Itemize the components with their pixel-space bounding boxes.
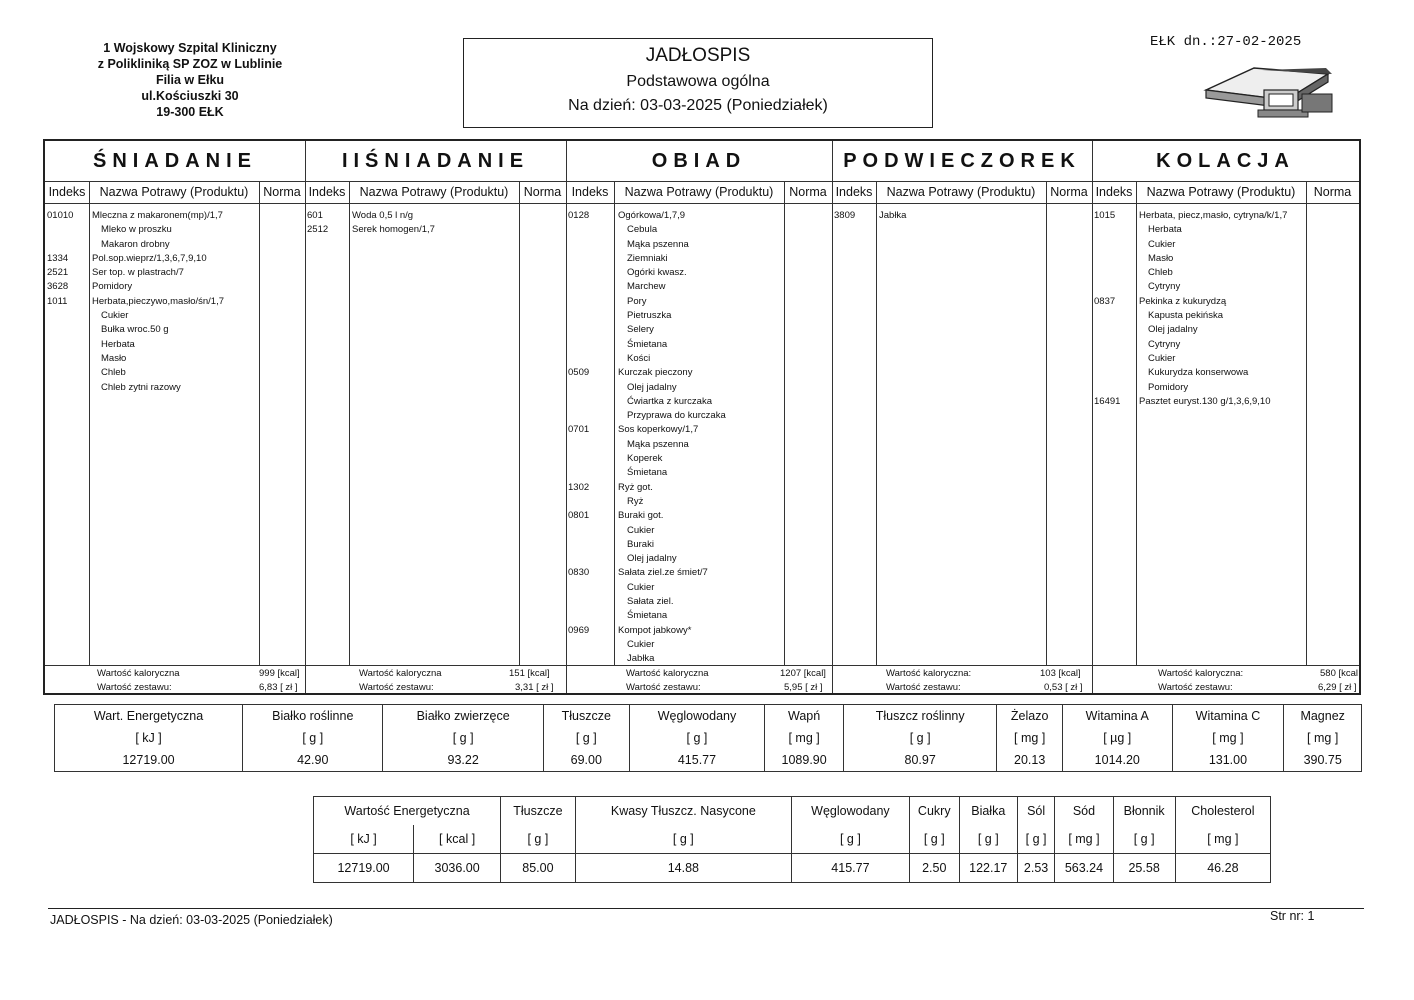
item-index: 01010	[47, 210, 74, 221]
menu-item-row	[566, 209, 832, 223]
menu-item-row	[45, 366, 305, 380]
cost-value: 5,95 [ zł ]	[784, 682, 823, 693]
nutrient-value: 415.77	[792, 854, 910, 883]
menu-item-row	[566, 381, 832, 395]
ingredient-name: Olej jadalny	[1148, 324, 1198, 336]
menu-item-row	[45, 238, 305, 252]
menu-item-row	[566, 609, 832, 623]
hospital-line: z Polikliniką SP ZOZ w Lublinie	[97, 57, 283, 71]
computer-clipart-icon	[1202, 60, 1342, 120]
menu-item-row	[1092, 323, 1359, 337]
nutrient-unit: [ g ]	[792, 825, 910, 854]
footer-divider	[48, 908, 1364, 909]
nutrient-header: Białko roślinne	[243, 705, 383, 728]
dish-name: Herbata, piecz,masło, cytryna/k/1,7	[1139, 210, 1288, 221]
menu-item-row	[45, 266, 305, 280]
nutrient-unit: [ mg ]	[997, 727, 1063, 749]
name-header: Nazwa Potrawy (Produktu)	[99, 185, 249, 199]
menu-item-row	[1092, 295, 1359, 309]
meal-summary	[1092, 667, 1359, 695]
item-index: 1334	[47, 252, 69, 264]
menu-item-row	[566, 566, 832, 580]
nutrient-value: 69.00	[543, 749, 629, 772]
dish-name: Kurczak pieczony	[618, 367, 693, 379]
menu-item-row	[1092, 395, 1359, 409]
menu-item-row	[566, 352, 832, 366]
nutrient-header: Białka	[959, 797, 1017, 826]
nutrient-value: 25.58	[1113, 854, 1175, 883]
cost-label: Wartość zestawu:	[1158, 682, 1233, 693]
ingredient-name: Cukier	[627, 638, 655, 650]
diet-type: Podstawowa ogólna	[626, 73, 770, 90]
nutrient-unit: [ g ]	[909, 825, 959, 854]
menu-item-row	[566, 509, 832, 523]
nutrient-value: 42.90	[243, 749, 383, 772]
kcal-value: 580 [kcal	[1320, 668, 1359, 679]
ingredient-name: Śmietana	[627, 610, 668, 622]
menu-item-row	[1092, 381, 1359, 395]
dish-name: Serek homogen/1,7	[352, 224, 435, 236]
ingredient-name: Selery	[627, 324, 654, 336]
norm-header: Norma	[1313, 185, 1352, 199]
meal-column-lunch	[566, 141, 833, 693]
item-index: 0830	[568, 567, 590, 579]
nutrient-header: Wartość Energetyczna	[314, 797, 501, 826]
menu-item-row	[566, 624, 832, 638]
meal-summary	[305, 667, 566, 695]
menu-item-row	[566, 252, 832, 266]
ingredient-name: Cukier	[1148, 238, 1176, 250]
menu-item-row	[45, 209, 305, 223]
nutrient-value: 93.22	[383, 749, 543, 772]
ingredient-name: Cukier	[1148, 352, 1176, 364]
column-headers	[1092, 181, 1359, 204]
document-title: JADŁOSPIS	[645, 45, 751, 66]
ingredient-name: Kości	[627, 352, 651, 364]
nutrient-value: 2.53	[1017, 854, 1055, 883]
nutrient-value: 122.17	[959, 854, 1017, 883]
ingredient-name: Herbata	[101, 338, 135, 350]
nutrient-unit-row	[55, 727, 1362, 749]
ingredient-name: Chleb	[1148, 267, 1173, 279]
item-index: 1302	[568, 481, 590, 493]
nutrition-label-table	[313, 796, 1271, 883]
ingredient-name: Marchew	[627, 281, 666, 293]
menu-item-row	[1092, 238, 1359, 252]
hospital-line: Filia w Ełku	[155, 73, 225, 87]
ingredient-name: Pory	[627, 295, 647, 307]
item-index: 0128	[568, 210, 590, 221]
name-header: Nazwa Potrawy (Produktu)	[1146, 185, 1296, 199]
dish-name: Herbata,pieczywo,masło/śn/1,7	[92, 295, 225, 307]
menu-item-row	[1092, 223, 1359, 237]
item-index: 0509	[568, 367, 590, 379]
nutrient-header-row	[55, 705, 1362, 728]
menu-item-row	[1092, 280, 1359, 294]
menu-item-row	[566, 538, 832, 552]
cost-value: 3,31 [ zł ]	[515, 682, 554, 693]
menu-item-row	[45, 338, 305, 352]
nutrient-header: Witamina A	[1063, 705, 1173, 728]
nutrient-value: 2.50	[909, 854, 959, 883]
index-header: Indeks	[1095, 185, 1133, 199]
menu-item-row	[566, 338, 832, 352]
nutrient-unit: [ g ]	[575, 825, 791, 854]
nutrient-value: 1014.20	[1063, 749, 1173, 772]
menu-item-row	[1092, 252, 1359, 266]
ingredient-name: Sałata ziel.	[627, 596, 674, 608]
menu-item-row	[45, 223, 305, 237]
item-index: 601	[307, 210, 323, 221]
ingredient-name: Masło	[101, 352, 127, 364]
nutrient-unit: [ g ]	[844, 727, 997, 749]
ingredient-name: Makaron drobny	[101, 238, 170, 250]
menu-item-row	[305, 223, 566, 237]
item-index: 3628	[47, 281, 69, 293]
meal-title: ŚNIADANIE	[45, 141, 305, 182]
menu-item-row	[45, 381, 305, 395]
ingredient-name: Chleb	[101, 367, 126, 379]
norm-header: Norma	[523, 185, 562, 199]
cost-value: 0,53 [ zł ]	[1044, 682, 1083, 693]
menu-item-row	[566, 452, 832, 466]
hospital-line: ul.Kościuszki 30	[141, 89, 239, 103]
dish-name: Ryż got.	[618, 481, 653, 493]
nutrient-unit: [ mg ]	[1055, 825, 1113, 854]
dish-name: Pekinka z kukurydzą	[1139, 295, 1227, 307]
nutrient-unit: [ g ]	[543, 727, 629, 749]
cost-label: Wartość zestawu:	[97, 682, 172, 693]
menu-item-row	[566, 495, 832, 509]
ingredient-name: Cukier	[101, 310, 129, 322]
meal-title: PODWIECZOREK	[832, 141, 1092, 182]
column-headers	[305, 181, 566, 204]
menu-item-row	[45, 323, 305, 337]
meal-title: KOLACJA	[1092, 141, 1359, 182]
menu-item-row	[566, 366, 832, 380]
nutrient-header: Tłuszcze	[501, 797, 576, 826]
meal-summary	[566, 667, 832, 695]
menu-item-row	[1092, 209, 1359, 223]
hospital-line: 19-300 EŁK	[156, 105, 224, 119]
nutrient-header: Tłuszcze	[543, 705, 629, 728]
kcal-label: Wartość kaloryczna	[97, 668, 180, 679]
cost-value: 6,29 [ zł ]	[1318, 682, 1357, 693]
meal-column-second-breakfast	[305, 141, 567, 693]
ingredient-name: Mleko w proszku	[101, 224, 172, 236]
menu-item-row	[566, 266, 832, 280]
item-index: 0801	[568, 510, 590, 522]
ingredient-name: Ćwiartka z kurczaka	[627, 395, 712, 407]
nutrient-header: Węglowodany	[792, 797, 910, 826]
column-headers	[832, 181, 1092, 204]
menu-item-row	[566, 466, 832, 480]
nutrient-value: 415.77	[629, 749, 765, 772]
ingredient-name: Masło	[1148, 252, 1174, 264]
page-number: Str nr: 1	[1270, 909, 1315, 923]
ingredient-name: Kukurydza konserwowa	[1148, 367, 1249, 379]
menu-item-row	[45, 295, 305, 309]
ingredient-name: Cytryny	[1148, 338, 1181, 350]
dish-name: Ser top. w plastrach/7	[92, 267, 184, 279]
nutrient-value: 80.97	[844, 749, 997, 772]
menu-item-row	[1092, 338, 1359, 352]
nutrient-value: 390.75	[1284, 749, 1362, 772]
dish-name: Pomidory	[92, 281, 133, 293]
nutrient-value: 563.24	[1055, 854, 1113, 883]
index-header: Indeks	[571, 185, 609, 199]
meal-table	[43, 139, 1361, 695]
cost-value: 6,83 [ zł ]	[259, 682, 298, 693]
ingredient-name: Pietruszka	[627, 310, 672, 322]
ingredient-name: Herbata	[1148, 224, 1182, 236]
dish-name: Sos koperkowy/1,7	[618, 424, 699, 436]
menu-item-row	[1092, 352, 1359, 366]
menu-item-row	[1092, 266, 1359, 280]
dish-name: Kompot jabkowy*	[618, 624, 692, 636]
ingredient-name: Cytryny	[1148, 281, 1181, 293]
kcal-label: Wartość kaloryczna:	[886, 668, 972, 679]
dish-name: Pol.sop.wieprz/1,3,6,7,9,10	[92, 252, 207, 264]
hospital-address	[60, 40, 320, 120]
nutrient-unit-row	[314, 825, 1271, 854]
index-header: Indeks	[308, 185, 346, 199]
nutrient-unit: [ g ]	[629, 727, 765, 749]
menu-item-row	[1092, 366, 1359, 380]
menu-item-row	[305, 209, 566, 223]
menu-item-row	[566, 595, 832, 609]
menu-item-row	[566, 552, 832, 566]
nutrient-value: 12719.00	[55, 749, 243, 772]
nutrient-value: 3036.00	[414, 854, 501, 883]
menu-item-row	[566, 295, 832, 309]
menu-item-row	[566, 438, 832, 452]
nutrient-unit: [ g ]	[243, 727, 383, 749]
meal-items	[305, 209, 566, 238]
ingredient-name: Ryż	[627, 495, 644, 507]
name-header: Nazwa Potrawy (Produktu)	[886, 185, 1036, 199]
menu-item-row	[832, 209, 1092, 223]
menu-item-row	[566, 309, 832, 323]
nutrient-value: 1089.90	[765, 749, 844, 772]
item-index: 0837	[1094, 295, 1116, 307]
dish-name: Mleczna z makaronem(mp)/1,7	[92, 210, 223, 221]
nutrient-value-row	[55, 749, 1362, 772]
norm-header: Norma	[789, 185, 827, 199]
meal-items	[832, 209, 1092, 223]
meal-title: IIŚNIADANIE	[305, 141, 566, 182]
nutrient-unit: [ kJ ]	[314, 825, 414, 854]
nutrient-header: Magnez	[1284, 705, 1362, 728]
meal-summary	[45, 667, 305, 695]
name-header: Nazwa Potrawy (Produktu)	[624, 185, 774, 199]
meal-title: OBIAD	[566, 141, 832, 182]
ingredient-name: Kapusta pekińska	[1148, 310, 1223, 322]
nutrient-value: 85.00	[501, 854, 576, 883]
ingredient-name: Cukier	[627, 524, 655, 536]
nutrient-unit: [ µg ]	[1063, 727, 1173, 749]
nutrient-header: Kwasy Tłuszcz. Nasycone	[575, 797, 791, 826]
column-headers	[45, 181, 305, 204]
kcal-value: 1207 [kcal]	[780, 668, 826, 679]
index-header: Indeks	[835, 185, 873, 199]
nutrient-header: Wapń	[765, 705, 844, 728]
nutrient-header: Białko zwierzęce	[383, 705, 543, 728]
ingredient-name: Pomidory	[1148, 381, 1189, 393]
item-index: 1011	[47, 295, 68, 307]
menu-item-row	[566, 524, 832, 538]
ingredient-name: Buraki	[627, 538, 654, 550]
norm-header: Norma	[1050, 185, 1088, 199]
dish-name: Woda 0,5 l n/g	[352, 210, 414, 221]
meal-column-breakfast	[45, 141, 306, 693]
meal-summary	[832, 667, 1092, 695]
name-header: Nazwa Potrawy (Produktu)	[359, 185, 509, 199]
menu-item-row	[566, 481, 832, 495]
nutrient-unit: [ kJ ]	[55, 727, 243, 749]
cost-label: Wartość zestawu:	[886, 682, 961, 693]
ingredient-name: Koperek	[627, 453, 663, 465]
title-box	[463, 38, 933, 128]
kcal-label: Wartość kaloryczna	[626, 668, 709, 679]
menu-item-row	[566, 409, 832, 423]
menu-date: Na dzień: 03-03-2025 (Poniedziałek)	[568, 97, 828, 114]
menu-item-row	[566, 280, 832, 294]
nutrient-header: Żelazo	[997, 705, 1063, 728]
ingredient-name: Ogórki kwasz.	[627, 267, 687, 279]
ingredient-name: Cukier	[627, 581, 655, 593]
dish-name: Ogórkowa/1,7,9	[618, 210, 686, 221]
cost-label: Wartość zestawu:	[626, 682, 701, 693]
nutrient-unit: [ g ]	[383, 727, 543, 749]
ingredient-name: Bułka wroc.50 g	[101, 324, 169, 336]
nutrient-value: 12719.00	[314, 854, 414, 883]
print-date: EŁK dn.:27-02-2025	[1150, 34, 1302, 50]
dish-name: Jabłka	[879, 210, 907, 221]
nutrient-header: Wart. Energetyczna	[55, 705, 243, 728]
meal-column-dinner	[1092, 141, 1359, 693]
meal-items	[45, 209, 305, 395]
menu-item-row	[566, 223, 832, 237]
nutrient-unit: [ mg ]	[765, 727, 844, 749]
kcal-value: 103 [kcal]	[1040, 668, 1081, 679]
item-index: 2512	[307, 224, 329, 236]
nutrient-header: Sód	[1055, 797, 1113, 826]
ingredient-name: Śmietana	[627, 338, 668, 350]
column-headers	[566, 181, 832, 204]
nutrient-header: Węglowodany	[629, 705, 765, 728]
nutrient-value: 20.13	[997, 749, 1063, 772]
menu-item-row	[566, 423, 832, 437]
item-index: 0701	[568, 424, 590, 436]
menu-item-row	[566, 323, 832, 337]
nutrient-unit: [ mg ]	[1172, 727, 1284, 749]
nutrient-unit: [ g ]	[501, 825, 576, 854]
ingredient-name: Olej jadalny	[627, 381, 677, 393]
nutrient-unit: [ mg ]	[1175, 825, 1270, 854]
nutrient-value: 14.88	[575, 854, 791, 883]
kcal-value: 151 [kcal]	[509, 668, 550, 679]
ingredient-name: Mąka pszenna	[627, 238, 689, 250]
nutrient-value: 46.28	[1175, 854, 1270, 883]
item-index: 1015	[1094, 210, 1116, 221]
ingredient-name: Ziemniaki	[627, 252, 668, 264]
item-index: 3809	[834, 210, 856, 221]
menu-item-row	[566, 581, 832, 595]
menu-item-row	[45, 309, 305, 323]
dish-name: Buraki got.	[618, 510, 664, 522]
ingredient-name: Cebula	[627, 224, 658, 236]
nutrient-value: 131.00	[1172, 749, 1284, 772]
menu-item-row	[45, 280, 305, 294]
nutrient-unit: [ g ]	[1017, 825, 1055, 854]
ingredient-name: Jabłka	[627, 653, 655, 665]
kcal-value: 999 [kcal]	[259, 668, 300, 679]
nutrient-header: Cukry	[909, 797, 959, 826]
item-index: 2521	[47, 267, 69, 279]
menu-item-row	[45, 352, 305, 366]
item-index: 0969	[568, 624, 590, 636]
nutrient-unit: [ mg ]	[1284, 727, 1362, 749]
meal-items	[566, 209, 832, 667]
ingredient-name: Chleb zytni razowy	[101, 381, 181, 393]
nutrient-header: Błonnik	[1113, 797, 1175, 826]
ingredient-name: Olej jadalny	[627, 553, 677, 565]
menu-item-row	[1092, 309, 1359, 323]
menu-item-row	[566, 395, 832, 409]
meal-column-afternoon-snack	[832, 141, 1093, 693]
nutrition-summary-table	[54, 704, 1362, 772]
kcal-label: Wartość kaloryczna:	[1158, 668, 1244, 679]
cost-label: Wartość zestawu:	[359, 682, 434, 693]
hospital-line: 1 Wojskowy Szpital Kliniczny	[103, 41, 277, 55]
nutrient-header: Tłuszcz roślinny	[844, 705, 997, 728]
nutrient-unit: [ kcal ]	[414, 825, 501, 854]
kcal-label: Wartość kaloryczna	[359, 668, 442, 679]
item-index: 16491	[1094, 395, 1121, 407]
ingredient-name: Przyprawa do kurczaka	[627, 410, 726, 422]
meal-items	[1092, 209, 1359, 409]
nutrient-unit: [ g ]	[1113, 825, 1175, 854]
index-header: Indeks	[48, 185, 86, 199]
ingredient-name: Śmietana	[627, 467, 668, 479]
dish-name: Pasztet euryst.130 g/1,3,6,9,10	[1139, 395, 1271, 407]
ingredient-name: Mąka pszenna	[627, 438, 689, 450]
menu-item-row	[566, 238, 832, 252]
footer-text: JADŁOSPIS - Na dzień: 03-03-2025 (Poniedziałek)	[50, 913, 333, 927]
nutrient-value-row	[314, 854, 1271, 883]
menu-item-row	[45, 252, 305, 266]
dish-name: Sałata ziel.ze śmiet/7	[618, 567, 708, 579]
nutrient-header: Cholesterol	[1175, 797, 1270, 826]
menu-item-row	[566, 638, 832, 652]
nutrient-header: Witamina C	[1172, 705, 1284, 728]
norm-header: Norma	[263, 185, 301, 199]
nutrient-unit: [ g ]	[959, 825, 1017, 854]
nutrient-header: Sól	[1017, 797, 1055, 826]
nutrient-header-row	[314, 797, 1271, 826]
